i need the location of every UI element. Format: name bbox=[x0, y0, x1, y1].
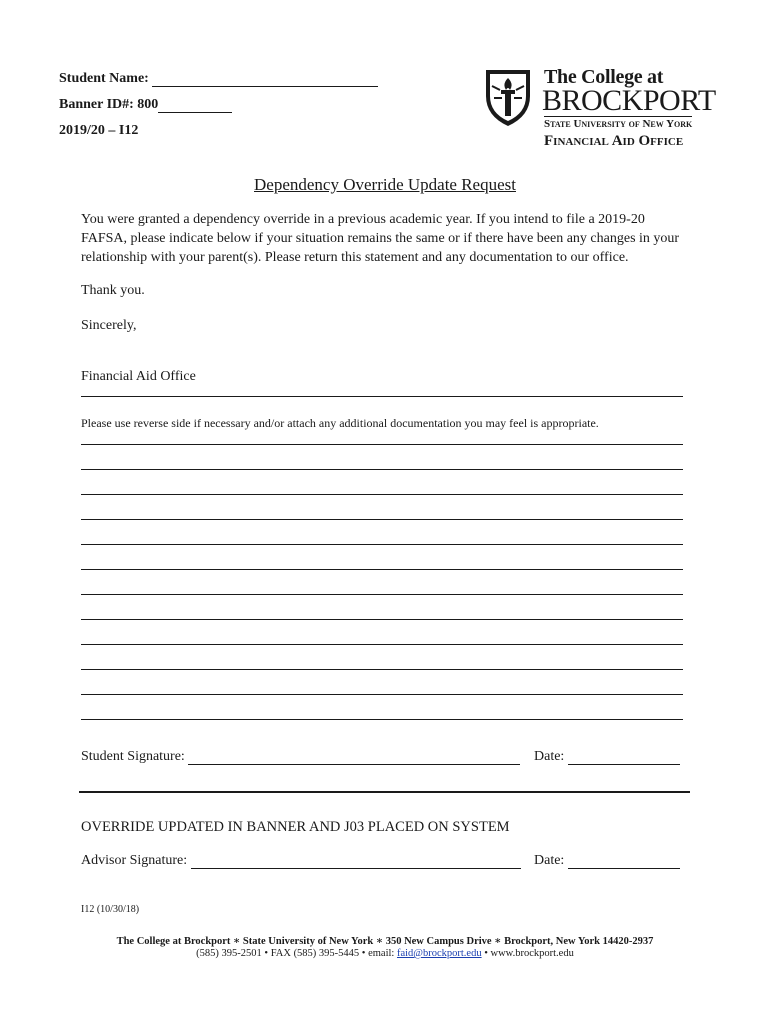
writing-line[interactable] bbox=[81, 494, 683, 495]
logo-line-2: BROCKPORT bbox=[542, 84, 716, 117]
divider-line bbox=[81, 396, 683, 397]
banner-id-line[interactable] bbox=[158, 98, 232, 113]
logo-line-4: Financial Aid Office bbox=[544, 133, 684, 149]
writing-line[interactable] bbox=[81, 669, 683, 670]
writing-line[interactable] bbox=[81, 569, 683, 570]
student-date-field bbox=[534, 749, 680, 765]
writing-line[interactable] bbox=[81, 644, 683, 645]
student-signature-line[interactable] bbox=[188, 749, 520, 765]
footer-contact bbox=[0, 948, 770, 959]
intro-paragraph: You were granted a dependency override in a previous academic year. If you intend to file a 2019-20 FAFSA, please indicate below if your situation remains the same or if there have been any changes in your relationship with your parent(s). Please return this statement and any documentation to our office. bbox=[81, 212, 680, 265]
term-code: 2019/20 – I12 bbox=[59, 123, 139, 138]
instruction-text: Please use reverse side if necessary and/or attach any additional documentation you may feel is appropriate. bbox=[81, 416, 599, 430]
advisor-signature-label: Advisor Signature: bbox=[81, 853, 188, 868]
form-code: I12 (10/30/18) bbox=[81, 904, 140, 915]
thanks-text: Thank you. bbox=[81, 283, 145, 298]
writing-line[interactable] bbox=[81, 444, 683, 445]
advisor-signature-field bbox=[81, 853, 521, 869]
writing-line[interactable] bbox=[81, 594, 683, 595]
advisor-date-field bbox=[534, 853, 680, 869]
footer-phone: (585) 395-2501 • FAX (585) 395-5445 • email: bbox=[196, 948, 397, 959]
student-signature-label: Student Signature: bbox=[81, 749, 185, 764]
section-separator bbox=[79, 791, 690, 793]
writing-line[interactable] bbox=[81, 694, 683, 695]
footer-website: • www.brockport.edu bbox=[481, 948, 574, 959]
writing-line[interactable] bbox=[81, 619, 683, 620]
student-name-line[interactable] bbox=[152, 72, 378, 87]
student-signature-field bbox=[81, 749, 520, 765]
logo-line-1: The College at bbox=[544, 66, 664, 88]
student-name-label: Student Name: bbox=[59, 71, 149, 86]
page-title: Dependency Override Update Request bbox=[254, 175, 516, 194]
brockport-logo bbox=[484, 66, 726, 154]
advisor-date-label: Date: bbox=[534, 853, 565, 868]
student-name-field bbox=[59, 71, 378, 87]
banner-id-label: Banner ID#: 800 bbox=[59, 97, 159, 112]
footer-email-link[interactable]: faid@brockport.edu bbox=[396, 948, 482, 959]
student-date-line[interactable] bbox=[568, 749, 680, 765]
logo-line-3: State University of New York bbox=[544, 118, 693, 130]
closing-text: Sincerely, bbox=[81, 318, 137, 333]
banner-id-field bbox=[59, 97, 232, 113]
writing-line[interactable] bbox=[81, 469, 683, 470]
writing-line[interactable] bbox=[81, 719, 683, 720]
torch-shield-icon bbox=[484, 66, 532, 128]
signature-office: Financial Aid Office bbox=[81, 369, 196, 384]
advisor-date-line[interactable] bbox=[568, 853, 680, 869]
footer-address: The College at Brockport ∗ State University of New York ∗ 350 New Campus Drive ∗ Brockport, New York 14420-2937 bbox=[116, 936, 654, 947]
writing-line[interactable] bbox=[81, 519, 683, 520]
office-note: OVERRIDE UPDATED IN BANNER AND J03 PLACED ON SYSTEM bbox=[81, 819, 510, 835]
writing-line[interactable] bbox=[81, 544, 683, 545]
advisor-signature-line[interactable] bbox=[191, 853, 521, 869]
student-date-label: Date: bbox=[534, 749, 565, 764]
